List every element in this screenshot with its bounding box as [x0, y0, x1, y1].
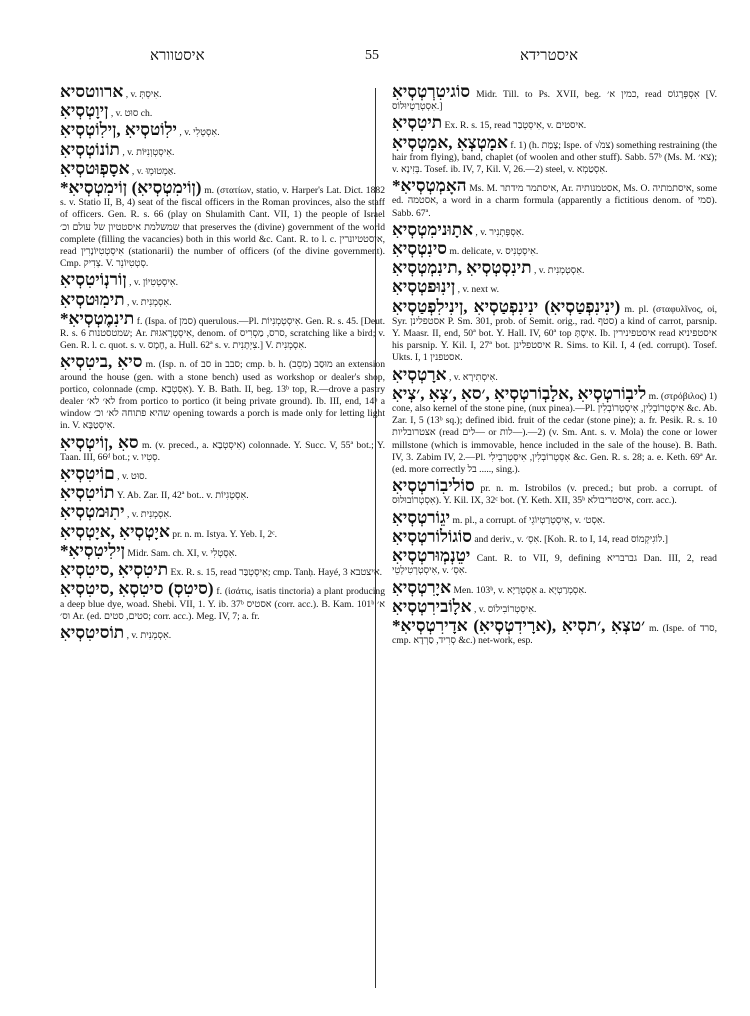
dictionary-entry [392, 383, 718, 476]
entry-headword: אִיסְטְוֹלִין, אִיסְטוֹלִי [60, 120, 177, 140]
dictionary-entry [60, 120, 385, 140]
dictionary-entry [392, 364, 717, 384]
dictionary-entry [392, 476, 717, 507]
entry-definition: m. (στατίων, statio, v. Harper's Lat. Dict. 1882 s. v. Statio II, B, 4) seat of the fiscal officers in the Roman provinces, also the staff of officers. Gen. R. s. 66 (play on Shulamith Cant. VII, 1) the people of Israel שמשלמת איסטטיון של עולם וכ׳ that preserves the (divine) government of the world complete (filling the vacancies) both in this world &c. Cant. R. to l. c. איסטטיונרין, read אִיסְטְטִיוֹנָרִין (stationarii) the number of officers (of the divine government). Cmp. צְדִיק. V. סְטְטִיוֹנֵר. [60, 185, 385, 270]
page-number: 55 [365, 48, 379, 63]
left-column [60, 82, 386, 646]
entry-headword: אִיסְטְפוּנִין [392, 277, 456, 297]
dictionary-entry [60, 464, 385, 484]
entry-definition: f. (Ispa. of סמן) querulous.—Pl. אִיסְטְמְנִיוֹת. Gen. R. s. 45. [Deut. R. s. 6 שמטסטנות; Ar. אִיסְטְרָאגוּת, denom. of סרס, מַסְרִיס, scratching like a bird; v. Gen. R. l. c. quot. s. v. חָמָס, a. Hull. 62ª s. v. צִיְתָנִית.] V. אִסְמְנִית. [60, 315, 385, 352]
right-column [392, 82, 718, 651]
dictionary-entry [392, 176, 718, 220]
entry-definition: , v. אִסְמְנִית. [126, 629, 172, 641]
entry-headword: אִיסְטִיס, אִיסְטִית [60, 560, 169, 580]
entry-definition: and deriv., v. אִסְ׳. [Koh. R. to I, 14, read לוֹגִיקְמוֹס.] [474, 533, 668, 545]
dictionary-entry [392, 296, 717, 365]
entry-definition: , v. אַמְטוּמְוּ. [131, 165, 176, 177]
entry-definition: , v. אִיסְטְטִיוֹן. [129, 277, 179, 289]
entry-headword: אִיסְטְרוֹבִילוֹס [392, 476, 475, 496]
entry-headword: אִיסְטְרוּמְנְטֵי [392, 546, 471, 566]
dictionary-entry [60, 579, 385, 623]
entry-headword: אִיסְטְרוֹלוֹגוֹס [392, 526, 472, 546]
entry-definition: f. 1) (h. צָמַת; Ispe. of √צמ) something restraining (the hair from flying), band, chaplet (of woolen and other stuff). Sabb. 57ᵇ (Ms. M. צא׳); v. בְּזִינָא. Tosef. ib. IV, 7, Kil. V, 26.—2) steel, v. אִסְטַמְא. [392, 139, 718, 176]
entry-headword: *אִיסְטְמִיוֹן (אִיסְטְמִיוֹן) [60, 178, 202, 198]
entry-definition: Y. Ab. Zar. II, 42ª bot.. v. אִסְטְגִיוֹת. [116, 490, 249, 502]
entry-headword: אִיסְטוּפְסָא [60, 158, 130, 178]
entry-definition: pr. n. m. Istya. Y. Yeb. I, 2ᶜ. [172, 528, 278, 540]
entry-headword: אִיסְטִיוֹנְרוֹן [60, 270, 127, 290]
entry-definition: , v. סוּט. [117, 471, 148, 483]
entry-headword: אִיסְטְוֹנוֹת [60, 139, 120, 159]
entry-headword: אִיסְטְרִיָא [392, 577, 452, 597]
dictionary-entry [60, 540, 385, 560]
entry-definition: , v. אִסְפְּתְנִיר. [475, 226, 525, 238]
dictionary-entry [60, 308, 385, 353]
dictionary-entry [392, 113, 717, 133]
entry-headword: *אִיסְטְמְאָה [392, 176, 467, 196]
dictionary-entry [60, 560, 385, 580]
dictionary-entry [60, 178, 385, 270]
entry-definition: , v. סוּט ch. [110, 108, 153, 120]
entry-headword: אִיסְטַפְלִינִין, אִיסְטַפְנִינִי (אִיסְטַפְנִינִי) [392, 296, 621, 316]
entry-definition: m. pl., a corrupt. of אִיסְטְרַטְיוֹגֵי, v. אִסְט׳. [452, 514, 606, 526]
entry-headword: אִיסְטְרְטִיגוֹס [392, 82, 471, 101]
entry-headword: אִיסְטְמוּתִי [60, 502, 125, 522]
entry-headword: *אִיסְטְרִידָא (אִיסְטְדִירָא), אִיסְת׳, אִצְט׳ [392, 615, 646, 635]
entry-headword: אִיסְטִיב, אִיס [60, 352, 143, 372]
entry-headword: אִיסְטְנִיס [392, 239, 447, 259]
dictionary-entry [392, 82, 717, 113]
entry-headword: אִיסְטְמָא, אִצְטְמָא [392, 132, 508, 152]
entry-definition: , v. אִיסְתְּ. [125, 89, 162, 100]
dictionary-entry [60, 139, 385, 159]
entry-definition: Ms. M. איסתמר מידתר, Ar. אסטמנותיה, Ms. O. איסתמתיה, some ed. אסטמה, a word in a charm formula (apparently a fictitious denom. of סמי). Sabb. 67ª. [392, 183, 718, 219]
entry-definition: , v. next w. [457, 284, 500, 296]
dictionary-entry [60, 483, 385, 503]
entry-definition: Men. 103ᵇ, v. אִסְטְרַיָא a. אִסְמְרַטְיָא. [453, 584, 587, 596]
entry-headword: *אִיסְטִילִין [60, 540, 126, 560]
entry-definition: Cant. R. to VII, 9, defining גברבריא Dan. III, 2, read אִיסְטְרְטִילְטֵי, v. אִסְ׳. [392, 553, 717, 577]
dictionary-entry [392, 239, 717, 259]
entry-definition: pr. n. m. Istrobilos (v. preced.; but prob. a corrupt. of אִסְטְרוֹבוּלוּס). Y. Kil. IX, 32ᶜ bot. (Y. Keth. XII, 35ᵇ איסטריבולא, corr. acc.). [392, 483, 717, 507]
entry-definition: m. (Ispe. of סרד, cmp. סְרִיד, סַרְדָא &c.) net-work, esp. [392, 622, 718, 647]
entry-headword: אִיסְטִיוֹת [60, 483, 115, 503]
entry-definition: m. (Isp. n. of סב in סבב; cmp. b. h. מוּסַב (מַסֵב) an extension around the house (gen. with a stone bench) used as workshop or dealer's shop, portico, colonnade (cmp. אִסְטְבָא). Y. B. Bath. II, beg. 13ᵇ top, R.—drove a pastry dealer לא׳ לא׳ from portico to portico (it being private ground). Ib. III, end, 14ᵇ a window שהיא פתוחה לא׳ וכ׳ opening towards a porch is made only for letting light in. V. אִיסְטַבָּא. [60, 359, 386, 432]
entry-definition: f. (ἰσάτις, isatis tinctoria) a plant producing a deep blue dye, woad. Shebi. VII, 1. Y. ib. 37ᵇ אסטיס (corr. acc.). B. Kam. 101ᵇ א׳ וס׳ Ar. (ed. סטים, סטים; corr. acc.). Meg. IV, 7; a. fr. [60, 586, 385, 622]
entry-definition: m. pl. (σταφυλῖνος, οἱ, Syr. אסטפלינן P. Sm. 301, prob. of Semit. orig., rad. סטף) a kind of carrot, parsnip. Y. Maasr. II, end, 50ª bot. Y. Hall. IV, 60ª top אִיסְתָּ. Ib. איסטפינירין read איסטפיניא his parsnip. Y. Kil. I, 27ª bot. איסטפלינן R. Sims. to Kil. I, 4 (ed. corrupt). Tosef. Ukts. I, 1 אסטפנין. [392, 303, 717, 364]
entry-headword: אִיסְטִיס, אִסְטִיס (סְטִיס) [60, 579, 214, 599]
entry-definition: m. delicate, v. אִיסְטְנִיס. [449, 246, 539, 258]
entry-definition: , v. אִסְטְלִי. [179, 127, 220, 139]
dictionary-entry [392, 596, 717, 616]
entry-headword: אִיסְטְיוֹן, אִס [60, 432, 139, 452]
entry-headword: אִיסְטְיָא, אִיסְטְיָא [60, 521, 170, 541]
dictionary-entry [60, 352, 386, 432]
entry-headword: אִיסְטִיוֹם [60, 464, 115, 484]
entry-definition: Midr. Till. to Ps. XVII, beg. כמין א׳, read אִסְפְּרָגוֹס [V. אִסְטְרַטְיוּלוֹס.] [392, 89, 717, 113]
entry-headword: *אִיסְטְמֶנִית [60, 308, 135, 328]
entry-headword: אִיסְטוּמִית [60, 289, 125, 309]
entry-definition: , v. אִיסְטְוְנִיּוֹת. [122, 146, 175, 158]
entry-headword: אִיצְ׳, אִצְ׳, אִס׳, אִיסְטְרוֹבְלָא, אִיסְטְרוֹבִיל [392, 383, 647, 403]
dictionary-entry [60, 158, 385, 178]
dictionary-entry [60, 101, 385, 121]
entry-headword: אִיסְטְמִינוּתָא [392, 219, 474, 239]
dictionary-entry [392, 615, 718, 647]
dictionary-entry [60, 82, 385, 101]
entry-definition: , v. אִיסְתִירָא. [448, 371, 498, 383]
entry-headword: אִיסְטְרִיבוֹלָא [392, 596, 472, 616]
entry-definition: , v. אִיסְטְרוֹבִילוֹס. [473, 603, 537, 615]
dictionary-entry [60, 622, 385, 642]
running-header-right: איסטרידא [520, 48, 579, 64]
entry-definition: , v. אִסְמְנִית. [126, 296, 172, 308]
dictionary-entry [392, 577, 717, 597]
entry-headword: אִיסְטְמְנִית, אִיסְטְסְנִית [392, 258, 532, 278]
entry-definition: Midr. Sam. ch. XI, v. אִסְטְלִי. [127, 547, 237, 559]
running-header-left: איסטוורא [150, 48, 205, 64]
entry-definition: Ex. R. s. 15, read אִיסְטְבַר, v. איסטים. [444, 120, 587, 132]
entry-headword: אִיסְטִיסוֹת [60, 622, 125, 642]
dictionary-entry [60, 521, 385, 541]
dictionary-entry [392, 507, 717, 527]
dictionary-entry [392, 258, 717, 278]
entry-definition: Ex. R. s. 15, read אִיסְטְבַּר; cmp. Tanḥ. Hayé, 3 איצטבא. [170, 567, 383, 579]
entry-headword: אִיסְטִית [392, 113, 443, 133]
dictionary-entry [392, 277, 717, 297]
dictionary-entry [60, 502, 385, 522]
dictionary-entry [392, 219, 717, 239]
entry-definition: , v. אִסְמְנִית. [126, 509, 172, 521]
entry-definition: m. (v. preced., a. אִיסְטְבָא) colonnade. Y. Succ. V, 55ª bot.; Y. Taan. III, 66ᵈ bot.; v. סְטִיו. [60, 439, 385, 463]
dictionary-entry [60, 270, 385, 290]
entry-headword: איסטוורא [60, 82, 124, 101]
dictionary-entry [60, 289, 385, 309]
entry-definition: , v. אִסְטְמְנִית. [533, 265, 585, 277]
entry-definition: m. (στρόβιλος) 1) cone, also kernel of the stone pine, (nux pinea).—Pl. אִיסְטְרוֹבְלִין, אִיסְטְרוֹבְלִין &c. Ab. Zar. I, 5 (13ᵇ sq.); defined ibid. fruit of the cedar (stone pine); a. fr. Pesik. R. s. 10 אצטרובליות (read לים— or לות—).—2) (v. Sm. Ant. s. v. Mola) the cone or lower millstone (which is immovable, hence included in the sale of the house). B. Bath. IV, 3. Zabim IV, 2.—Pl. אִסְטְרוֹבְלִין, אִיסְטְרְבֵילִי &c. Gen. R. s. 28; a. e. Keth. 69ª Ar. (ed. more correctly בל ....., sing.). [392, 390, 718, 476]
dictionary-entry [392, 526, 717, 546]
entry-headword: אִיסְטְוָין [60, 101, 109, 121]
entry-headword: אִיסְטְרוֹגֵי [392, 507, 451, 527]
entry-headword: אִיסְטְרָא [392, 364, 447, 384]
dictionary-entry [60, 432, 385, 464]
dictionary-entry [392, 546, 717, 577]
dictionary-entry [392, 132, 718, 177]
